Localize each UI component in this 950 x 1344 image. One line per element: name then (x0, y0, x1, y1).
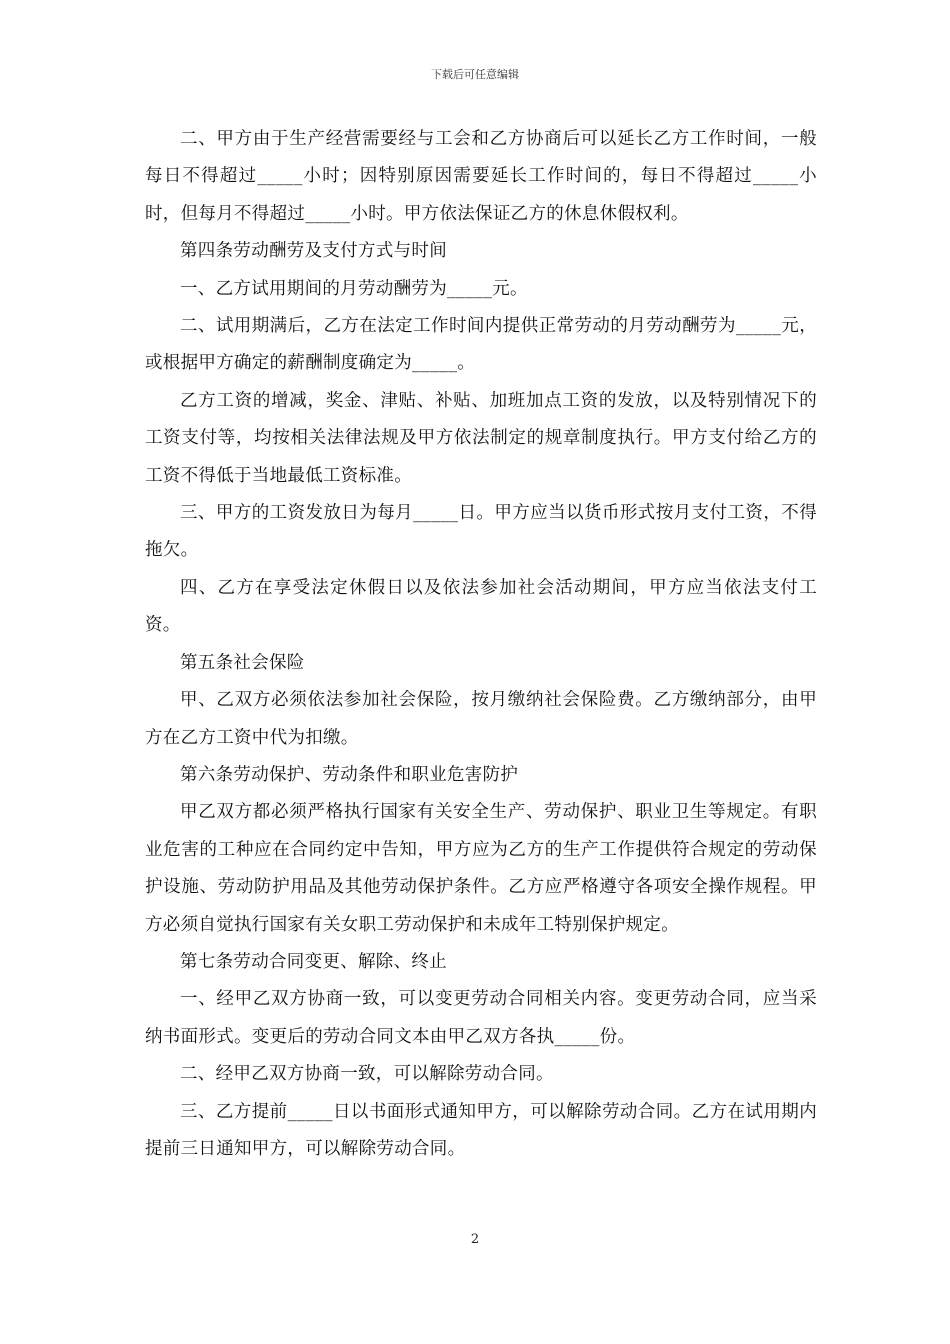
clause-probation-pay: 一、乙方试用期间的月劳动酬劳为_____元。 (180, 278, 528, 299)
article-7-heading: 第七条劳动合同变更、解除、终止 (180, 951, 447, 972)
clause-regular-pay: 二、试用期满后，乙方在法定工作时间内提供正常劳动的月劳动酬劳为_____元，或根据甲方确定的薪酬制度确定为_____。 (145, 316, 817, 374)
clause-contract-change: 一、经甲乙双方协商一致，可以变更劳动合同相关内容。变更劳动合同，应当采纳书面形式。变更后的劳动合同文本由甲乙双方各执_____份。 (145, 989, 817, 1047)
clause-employee-notice: 三、乙方提前_____日以书面形式通知甲方，可以解除劳动合同。乙方在试用期内提前三日通知甲方，可以解除劳动合同。 (145, 1101, 817, 1159)
clause-labor-protection: 甲乙双方都必须严格执行国家有关安全生产、劳动保护、职业卫生等规定。有职业危害的工种应在合同约定中告知，甲方应为乙方的生产工作提供符合规定的劳动保护设施、劳动防护用品及其他劳动保护条件。乙方应严格遵守各项安全操作规程。甲方必须自觉执行国家有关女职工劳动保护和未成年工特别保护规定。 (145, 802, 817, 935)
document-body (145, 121, 817, 1168)
article-4-heading: 第四条劳动酬劳及支付方式与时间 (180, 241, 447, 262)
page-header: 下载后可任意编辑 (431, 68, 519, 81)
clause-holiday-pay: 四、乙方在享受法定休假日以及依法参加社会活动期间，甲方应当依法支付工资。 (145, 577, 817, 636)
clause-wage-adjustments: 乙方工资的增减，奖金、津贴、补贴、加班加点工资的发放，以及特别情况下的工资支付等，均按相关法律法规及甲方依法制定的规章制度执行。甲方支付给乙方的工资不得低于当地最低工资标准。 (145, 390, 817, 486)
clause-social-insurance: 甲、乙双方必须依法参加社会保险，按月缴纳社会保险费。乙方缴纳部分，由甲方在乙方工资中代为扣缴。 (145, 690, 817, 748)
clause-overtime-limits: 二、甲方由于生产经营需要经与工会和乙方协商后可以延长乙方工作时间，一般每日不得超过_____小时；因特别原因需要延长工作时间的，每日不得超过_____小时，但每月不得超过_____小时。甲方依法保证乙方的休息休假权利。 (145, 129, 817, 224)
article-6-heading: 第六条劳动保护、劳动条件和职业危害防护 (180, 764, 519, 785)
clause-mutual-termination: 二、经甲乙双方协商一致，可以解除劳动合同。 (180, 1064, 554, 1085)
page-number: 2 (470, 1232, 480, 1247)
article-5-heading: 第五条社会保险 (180, 652, 305, 673)
clause-payday: 三、甲方的工资发放日为每月_____日。甲方应当以货币形式按月支付工资，不得拖欠。 (145, 503, 817, 561)
